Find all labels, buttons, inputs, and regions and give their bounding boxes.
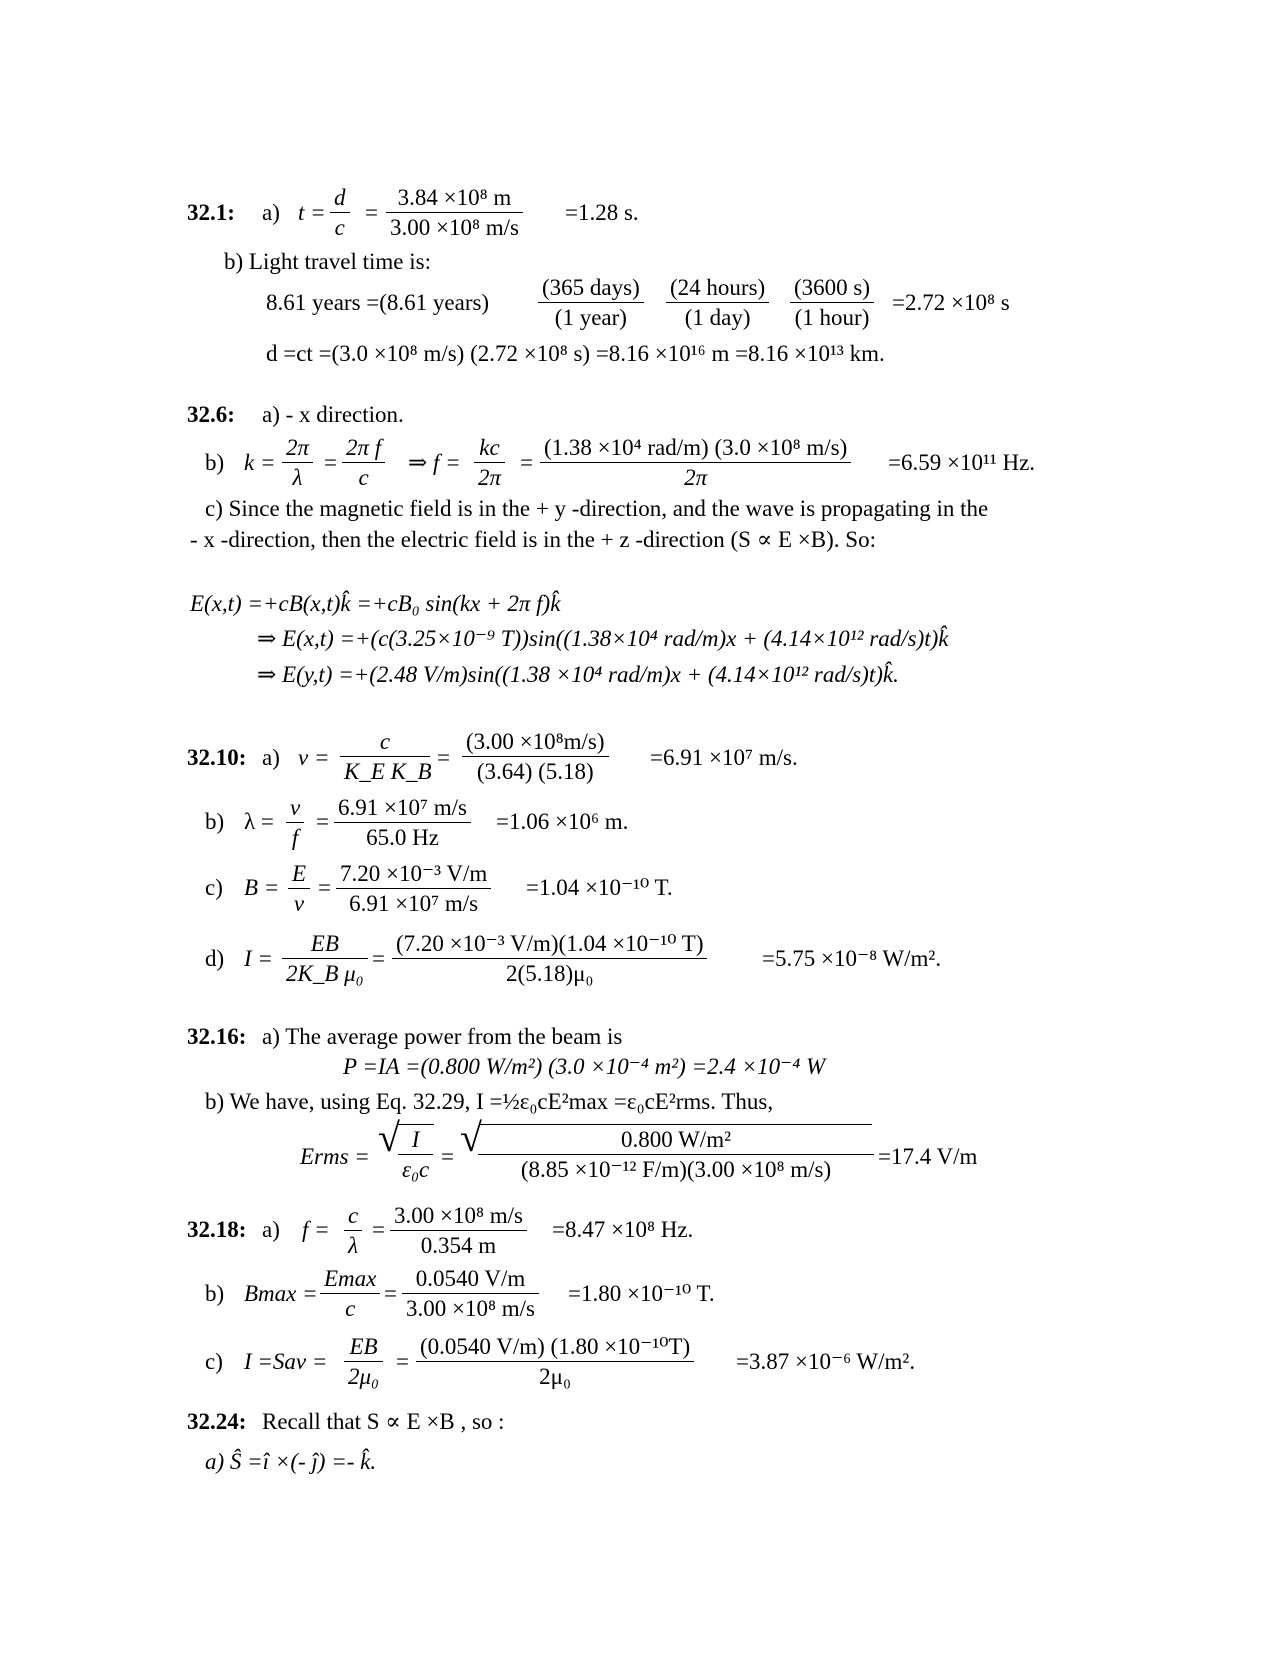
- fraction-sav-numeric: $\frac{\text{(0.0540 V/m) (1.80 ×10⁻¹⁰T)}}{\text{2μ₀}}$: [416, 1335, 694, 1388]
- part-a-marker: a): [262, 745, 280, 770]
- fraction-rms-field-numeric: $\frac{\text{0.800 W/m²}}{\text{(8.85 ×10⁻¹² F/m)(3.00 ×10⁸ m/s)}}$: [478, 1128, 874, 1181]
- fraction-emax-over-c: Emax c: [320, 1267, 380, 1320]
- problem-32-6-label: 32.6:: [187, 402, 235, 427]
- fraction-wavelength-numeric: $\frac{\text{6.91 ×10⁷ m/s}}{65.0 Hz}$: [334, 796, 471, 849]
- fraction-distance-over-speed: $\frac{\text{3.84 ×10⁸ m}}{\text{3.00 ×10⁸ m/s}}$: [386, 186, 523, 239]
- part-b-text: b) Light travel time is:: [224, 249, 431, 274]
- fraction-bmax-numeric: $\frac{0.0540 V/m}{\text{3.00 ×10⁸ m/s}}$: [402, 1267, 539, 1320]
- equation-lhs: I =Sav =: [244, 1349, 328, 1374]
- fraction-speed-numeric: $\frac{\text{(3.00 ×10⁸m/s)}}{(3.64) (5.18)}$: [462, 730, 609, 783]
- electric-field-equation-2: ⇒ E(x,t) =+(c(3.25×10⁻⁹ T))sin((1.38×10⁴ rad/m)x + (4.14×10¹² rad/s)t)k̂: [257, 626, 949, 651]
- result: =1.28 s.: [565, 200, 639, 225]
- equation-lhs: I =: [244, 946, 273, 971]
- equation-lhs: k =: [244, 450, 276, 475]
- fraction-b-field-numeric: $\frac{\text{7.20 ×10⁻³ V/m}}{\text{6.91 ×10⁷ m/s}}$: [336, 862, 491, 915]
- equals-sign: =: [384, 1281, 397, 1306]
- part-b-marker: b): [205, 450, 225, 475]
- square-root-symbol: √: [378, 1115, 400, 1160]
- fraction-eb-over-2kbmu: $\frac{EB}{\text{2K\_B μ₀}}$: [282, 932, 368, 985]
- problem-32-16-label: 32.16:: [187, 1024, 247, 1049]
- problem-32-10-label: 32.10:: [187, 745, 247, 770]
- equals-sign: =: [324, 450, 337, 475]
- fraction-days-per-year: (365 days) (1 year): [538, 276, 644, 329]
- result: =1.04 ×10⁻¹⁰ T.: [526, 875, 673, 900]
- part-c-line-2: - x -direction, then the electric field is in the + z -direction (S ∝ E ×B). So:: [190, 527, 876, 552]
- result: =8.47 ×10⁸ Hz.: [552, 1217, 694, 1242]
- square-root-symbol: √: [460, 1115, 482, 1160]
- equals-sign: =: [437, 745, 450, 770]
- fraction-2pif-over-c: $\frac{\text{2π f}}{c}$: [342, 436, 385, 489]
- distance-equation: d =ct =(3.0 ×10⁸ m/s) (2.72 ×10⁸ s) =8.16 ×10¹⁶ m =8.16 ×10¹³ km.: [266, 341, 885, 366]
- equals-sign: =: [316, 809, 329, 834]
- equation-lhs: B =: [244, 875, 280, 900]
- equals-sign: =: [372, 946, 385, 971]
- fraction-eb-over-2mu0: $\frac{EB}{\text{2μ₀}}$: [344, 1335, 383, 1388]
- fraction-d-over-c: $\frac{d}{c}$: [330, 186, 350, 239]
- fraction-kc-over-2pi: $\frac{kc}{2\pi}$: [474, 436, 505, 489]
- equation-lhs: f =: [302, 1217, 330, 1242]
- equation-lhs: 8.61 years =(8.61 years): [266, 290, 490, 315]
- fraction-seconds-per-hour: (3600 s) (1 hour): [790, 276, 874, 329]
- equals-sign: =: [372, 1217, 385, 1242]
- part-c-marker: c): [205, 875, 223, 900]
- fraction-e-over-v: $\frac{E}{v}$: [288, 862, 310, 915]
- equals-sign: =: [396, 1349, 409, 1374]
- radical-bar: [480, 1124, 872, 1125]
- result: =6.91 ×10⁷ m/s.: [650, 745, 798, 770]
- result: =2.72 ×10⁸ s: [892, 290, 1010, 315]
- problem-32-24-label: 32.24:: [187, 1409, 247, 1434]
- part-b-text: b) We have, using Eq. 32.29, I =½ε₀cE²max =ε₀cE²rms. Thus,: [205, 1089, 774, 1114]
- fraction-frequency-numeric: (1.38 ×10⁴ rad/m) (3.0 ×10⁸ m/s) 2π: [540, 436, 851, 489]
- equation-lhs: v =: [298, 745, 330, 770]
- power-equation: P =IA =(0.800 W/m²) (3.0 ×10⁻⁴ m²) =2.4 ×10⁻⁴ W: [343, 1054, 826, 1079]
- equation-lhs: t =: [298, 200, 326, 225]
- part-d-marker: d): [205, 946, 225, 971]
- fraction-2pi-over-lambda: $\frac{2\pi}{\lambda}$: [282, 436, 313, 489]
- part-a-text: a) - x direction.: [262, 402, 404, 427]
- radical-bar: [398, 1124, 434, 1125]
- part-b-marker: b): [205, 809, 225, 834]
- fraction-frequency-numeric: $\frac{\text{3.00 ×10⁸ m/s}}{0.354 m}$: [390, 1204, 527, 1257]
- equals-sign: =: [520, 450, 533, 475]
- result: =5.75 ×10⁻⁸ W/m².: [762, 946, 942, 971]
- implies: ⇒ f =: [408, 450, 461, 475]
- equals-sign: =: [365, 200, 378, 225]
- part-a-text: a) The average power from the beam is: [262, 1024, 623, 1049]
- part-a-marker: a): [262, 1217, 280, 1242]
- equation-lhs: Erms =: [300, 1144, 370, 1169]
- part-c-line-1: c) Since the magnetic field is in the + y -direction, and the wave is propagating in the: [205, 496, 989, 521]
- fraction-intensity-numeric: $\frac{\text{(7.20 ×10⁻³ V/m)(1.04 ×10⁻¹⁰ T)}}{\text{2(5.18)μ₀}}$: [392, 932, 707, 985]
- part-a-marker: a): [262, 200, 280, 225]
- fraction-i-over-eps0c: $\frac{I}{\text{ε₀c}}$: [398, 1128, 433, 1181]
- electric-field-equation-3: ⇒ E(y,t) =+(2.48 V/m)sin((1.38 ×10⁴ rad/m)x + (4.14×10¹² rad/s)t)k̂.: [257, 662, 899, 687]
- electric-field-equation-1: E(x,t) =+cB(x,t)k̂ =+cB₀ sin(kx + 2π f)k̂: [190, 591, 561, 616]
- fraction-hours-per-day: (24 hours) (1 day): [666, 276, 769, 329]
- fraction-c-over-root-kk: $\frac{c}{\text{K\_E K\_B}}$: [340, 730, 430, 783]
- fraction-v-over-f: $\frac{v}{f}$: [286, 796, 304, 849]
- equals-sign: =: [318, 875, 331, 900]
- result: =3.87 ×10⁻⁶ W/m².: [736, 1349, 916, 1374]
- part-b-marker: b): [205, 1281, 225, 1306]
- part-c-marker: c): [205, 1349, 223, 1374]
- equation-lhs: Bmax =: [244, 1281, 318, 1306]
- part-a-text: a) Ŝ =î ×(- ĵ) =- k̂.: [205, 1449, 377, 1474]
- problem-32-18-label: 32.18:: [187, 1217, 247, 1242]
- result: =6.59 ×10¹¹ Hz.: [888, 450, 1036, 475]
- result: =1.06 ×10⁶ m.: [496, 809, 629, 834]
- equals-sign: =: [441, 1144, 454, 1169]
- result: =1.80 ×10⁻¹⁰ T.: [568, 1281, 715, 1306]
- result: =17.4 V/m: [878, 1144, 978, 1169]
- problem-32-1-label: 32.1:: [187, 200, 235, 225]
- fraction-c-over-lambda: $\frac{c}{\lambda}$: [344, 1204, 362, 1257]
- equation-lhs: λ =: [244, 809, 274, 834]
- poynting-statement: Recall that S ∝ E ×B , so :: [262, 1409, 505, 1434]
